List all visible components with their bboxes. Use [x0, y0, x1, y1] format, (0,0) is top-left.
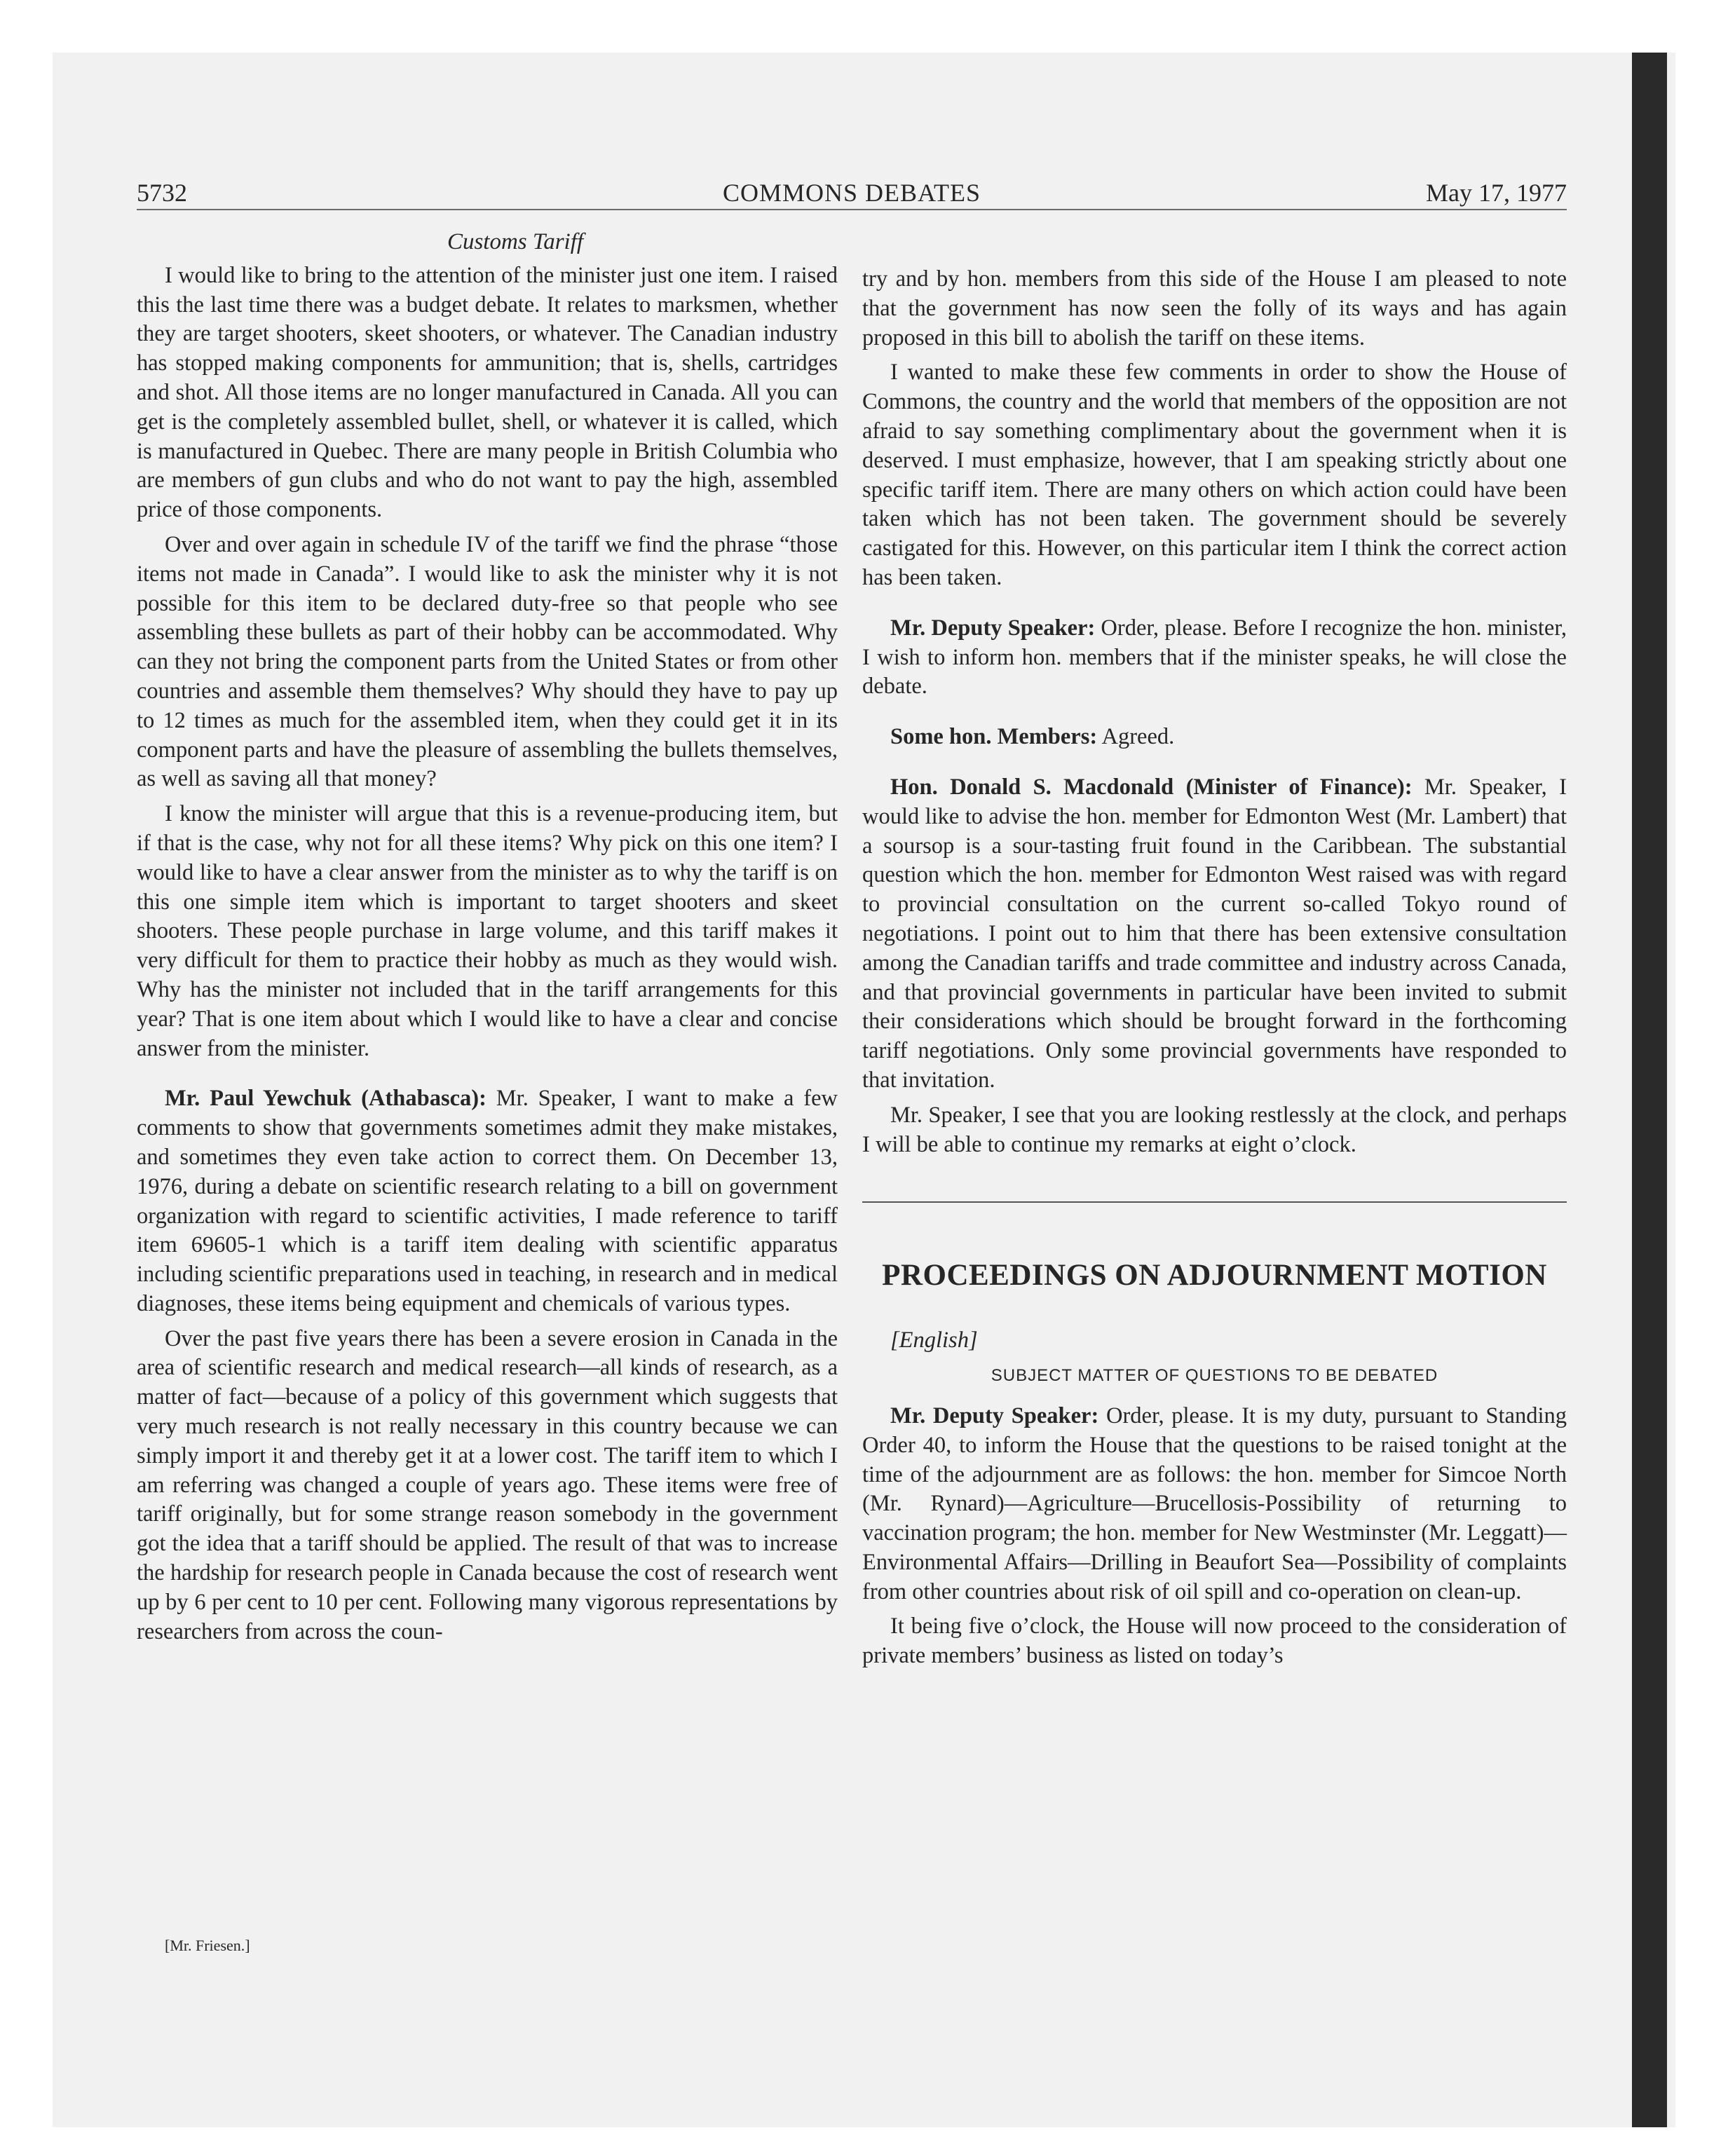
speaker-name: Mr. Deputy Speaker: — [890, 615, 1096, 641]
page-number: 5732 — [137, 179, 187, 207]
paragraph: Over the past five years there has been a severe erosion in Canada in the area of scientific research and medical research—all kinds of research, as a matter of fact—because of a policy of this government which suggests that very much research is not really necessary in this country because we can simply import it and thereby get it at a lower cost. The tariff item to which I am referring was changed a couple of years ago. These items were free of tariff originally, but for some strange reason somebody in the government got the idea that a tariff should be applied. The result of that was to increase the hardship for research people in Canada because the cost of research went up by 6 per cent to 10 per cent. Following many vigorous representations by researchers from across the coun- — [137, 1325, 838, 1644]
paragraph: I know the minister will argue that this is a revenue-producing item, but if that is the case, why not for all these items? Why pick on this one item? I would like to have a clear answer from the minister as to why the tariff is on this one simple item which is important to target shooters and skeet shooters. These people purchase in large volume, and this tariff makes it very difficult for them to practice their hobby as much as they would wish. Why has the minister not included that in the tariff arrangements for this year? That is one item about which I would like to have a clear and concise answer from the minister. — [137, 801, 838, 1061]
speaker-name: Mr. Paul Yewchuk (Athabasca): — [165, 1086, 487, 1112]
speech-text: Agreed. — [1097, 724, 1175, 750]
language-tag: [English] — [890, 1328, 978, 1353]
speech-text: Mr. Speaker, I would like to advise the hon. member for Edmonton West (Mr. Lambert) that a soursop is a sour-tasting fruit found in the Caribbean. The substantial question which the hon. member for Edmonton West raised was with regard to provincial consultation on the current so-called Tokyo round of negotiations. I point out to him that there has been extensive consultation among the Canadian tariffs and trade committee and industry across Canada, and that provincial governments in particular have been invited to submit their considerations which should be brought forward in the forthcoming tariff negotiations. Only some provincial governments have responded to that invitation. — [862, 774, 1567, 1093]
section-heading: PROCEEDINGS ON ADJOURNMENT MOTION — [882, 1259, 1547, 1292]
paragraph: I wanted to make these few comments in order to show the House of Commons, the country and the world that members of the opposition are not afraid to say something complimentary about the government when it is deserved. I must emphasize, however, that I am speaking strictly about one specific tariff item. There are many others on which action could have been taken which has not been taken. The government should be severely castigated for this. However, on this particular item I think the correct action has been taken. — [862, 360, 1567, 590]
paragraph: I would like to bring to the attention of the minister just one item. I raised this the last time there was a budget debate. It relates to marksmen, whether they are target shooters, skeet shooters, or whatever. The Canadian industry has stopped making components for ammunition; that is, shells, cartridges and shot. All those items are no longer manufactured in Canada. All you can get is the completely assembled bullet, shell, or whatever it is called, which is manufactured in Quebec. There are many people in British Columbia who are members of gun clubs and who do not want to pay the high, assembled price of those components. — [137, 262, 838, 523]
subject-heading: SUBJECT MATTER OF QUESTIONS TO BE DEBATED — [991, 1366, 1438, 1386]
speech-paragraph — [862, 1402, 1567, 1607]
speech-paragraph — [137, 1084, 838, 1318]
paragraph: Mr. Speaker, I see that you are looking restlessly at the clock, and perhaps I will be able to continue my remarks at eight o’clock. — [862, 1102, 1567, 1157]
speech-text: Order, please. It is my duty, pursuant to Standing Order 40, to inform the House that the questions to be raised tonight at the time of the adjournment are as follows: the hon. member for Simcoe North (Mr. Rynard)—Agriculture—Brucellosis-Possibility of returning to vaccination program; the hon. member for New Westminster (Mr. Leggatt)—Environmental Affairs—Drilling in Beaufort Sea—Possibility of complaints from other countries about risk of oil spill and co-operation on clean-up. — [862, 1403, 1567, 1604]
scan-edge-shadow — [1632, 53, 1667, 2127]
publication-title: COMMONS DEBATES — [722, 179, 981, 207]
page-header — [137, 177, 1567, 210]
speech-paragraph — [862, 723, 1567, 752]
left-column — [137, 228, 838, 1652]
speech-paragraph — [862, 614, 1567, 702]
sitting-date: May 17, 1977 — [1426, 179, 1567, 207]
speaker-name: Some hon. Members: — [890, 724, 1098, 750]
paragraph: It being five o’clock, the House will now proceed to the consideration of private members’ business as listed on today’s — [862, 1613, 1567, 1669]
right-column — [862, 265, 1567, 1677]
paragraph: Over and over again in schedule IV of the tariff we find the phrase “those items not made in Canada”. I would like to ask the minister why it is not possible for this item to be declared duty-free so that people who see assembling these bullets as part of their hobby can be accommodated. Why can they not bring the component parts from the United States or from other countries and assemble them themselves? Why should they have to pay up to 12 times as much for the assembled item, when they could get it in its component parts and have the pleasure of assembling the bullets themselves, as well as saving all that money? — [137, 531, 838, 792]
running-head: Customs Tariff — [447, 229, 584, 254]
paragraph: try and by hon. members from this side of the House I am pleased to note that the government has now seen the folly of its ways and has again proposed in this bill to abolish the tariff on these items. — [862, 266, 1567, 350]
section-divider — [862, 1201, 1567, 1203]
speaker-name: Hon. Donald S. Macdonald (Minister of Finance): — [890, 774, 1413, 800]
speech-text: Order, please. Before I recognize the hon. minister, I wish to inform hon. members that if the minister speaks, he will close the debate. — [862, 615, 1567, 700]
speech-text: Mr. Speaker, I want to make a few comments to show that governments sometimes admit they make mistakes, and sometimes they even take action to correct them. On December 13, 1976, during a debate on scientific research relating to a bill on government organization with regard to scientific activities, I made reference to tariff item 69605-1 which is a tariff item dealing with scientific apparatus including scientific preparations used in teaching, in research and in medical diagnoses, these items being equipment and chemicals of various types. — [137, 1086, 838, 1316]
speech-paragraph — [862, 773, 1567, 1096]
speaker-name: Mr. Deputy Speaker: — [890, 1403, 1099, 1428]
footer-reference: [Mr. Friesen.] — [165, 1937, 250, 1954]
